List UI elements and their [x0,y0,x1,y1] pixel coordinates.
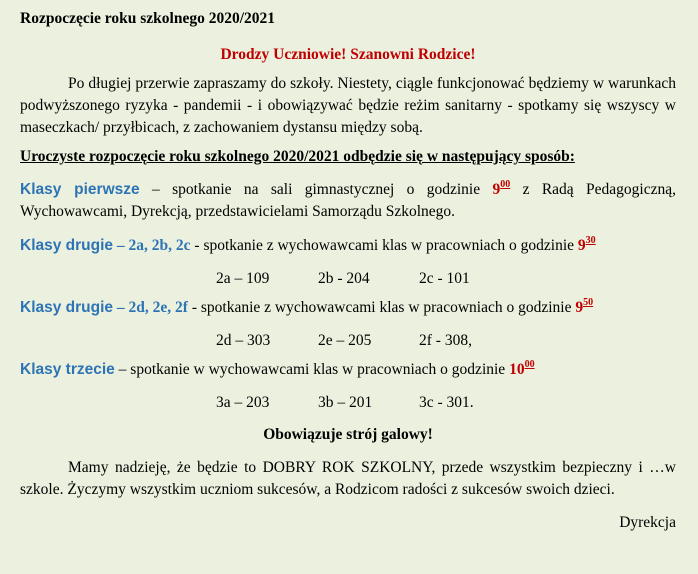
section-time [492,181,510,198]
section-classes: – 2a, 2b, 2c [113,237,191,254]
room-item: 2c - 101 [419,270,470,287]
section-second-grade-a [20,235,676,257]
schedule-heading: Uroczyste rozpoczęcie roku szkolnego 2020/2021 odbędzie się w następujący sposób: [20,148,575,165]
section-second-grade-b [20,297,676,319]
room-list [20,331,676,351]
section-text: – spotkanie na sali gimnastycznej o godzinie [139,181,493,198]
section-label: Klasy drugie [20,299,114,316]
time-hour: 10 [509,361,525,378]
room-item: 2a – 109 [216,270,270,287]
room-list [20,393,676,413]
room-item: 3a – 203 [216,394,270,411]
section-third-grade [20,359,676,381]
section-time [578,237,596,254]
signature: Dyrekcja [619,514,676,531]
document-title: Rozpoczęcie roku szkolnego 2020/2021 [20,10,276,27]
room-item: 3b – 201 [318,394,373,411]
section-time [575,299,593,316]
section-text: – spotkanie w wychowawcami klas w pracowniach o godzinie [114,361,510,378]
section-text-after: z Radą Pedagogiczną, Wychowawcami, Dyrekcją, przedstawicielami Samorządu Szkolnego. [20,181,676,220]
dress-code: Obowiązuje strój galowy! [263,426,433,443]
section-first-grade [20,179,676,223]
time-hour: 9 [492,181,501,198]
time-hour: 9 [575,299,584,316]
time-minutes: 30 [585,235,596,246]
room-item: 2b - 204 [318,270,370,287]
time-minutes: 50 [583,297,594,308]
section-label: Klasy trzecie [20,361,115,378]
room-item: 2f - 308, [419,332,472,349]
section-text: - spotkanie z wychowawcami klas w pracowniach o godzinie [190,237,578,254]
closing-paragraph: Mamy nadzieję, że będzie to DOBRY ROK SZKOLNY, przede wszystkim bezpieczny i …w szkole. Życzymy wszystkim uczniom sukcesów, a Rodzicom radości z sukcesów swoich dzieci. [20,459,676,498]
section-text: - spotkanie z wychowawcami klas w pracowniach o godzinie [187,299,576,316]
section-classes: – 2d, 2e, 2f [113,299,188,316]
section-label: Klasy drugie [20,237,114,254]
room-item: 3c - 301. [419,394,474,411]
room-item: 2e – 205 [318,332,372,349]
room-item: 2d – 303 [216,332,271,349]
section-label: Klasy pierwsze [20,181,140,198]
section-time [509,361,535,378]
intro-paragraph: Po długiej przerwie zapraszamy do szkoły. Niestety, ciągle funkcjonować będziemy w warunkach podwyższonego ryzyka - pandemii - i obowiązywać będzie reżim sanitarny - spotkamy się wszyscy w maseczkach/ przyłbicach, z zachowaniem dystansu między sobą. [20,75,676,136]
greeting: Drodzy Uczniowie! Szanowni Rodzice! [220,46,476,63]
room-list [20,269,676,289]
time-hour: 9 [577,237,586,254]
time-minutes: 00 [524,359,535,370]
time-minutes: 00 [500,179,511,190]
